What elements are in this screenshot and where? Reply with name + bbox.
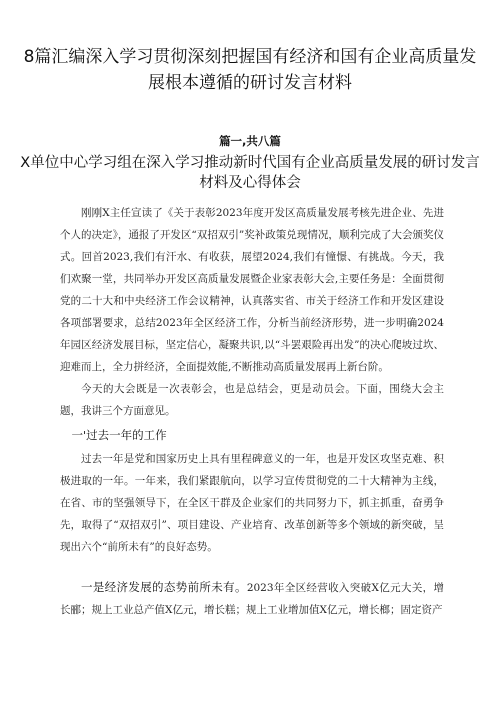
paragraph-4 (60, 576, 444, 621)
spacer (60, 558, 444, 576)
paragraph-1: 刚刚X主任宣读了《关于表彰2023年度开发区高质量发展考核先进企业、先进个人的决定》，通报了开发区“双招双引”奖补政策兑现情况，顺利完成了大会颁奖仪式。回首2023,我们有汗水、有收获，展望2024,我们有憧憬、有挑战。今天，我们欢聚一堂，共同举办开发区高质量发展暨企业家表彰大会,主要任务是：全面贯彻党的二十大和中央经济工作会议精神，认真落实省、市关于经济工作和开发区建设各项部署要求，总结2023年全区经济工作，分析当前经济形势，进一步明确2024年园区经济发展目标，坚定信心，凝聚共识,以“斗罢艰险再出发”的决心爬坡过坎、迎难而上，全力拼经济，全面提效能,不断推动高质量发展再上新台阶。 (60, 207, 444, 373)
document-subtitle: X单位中心学习组在深入学习推动新时代国有企业高质量发展的研讨发言材料及心得体会 (20, 155, 480, 191)
paragraph-4-text: 2023年全区经营收入突破X亿元大关，增长郦；规上工业总产值X亿元，增长糕；规上工业增加值X亿元，增长榔；固定资产 (60, 582, 445, 616)
section-heading-1: 一'过去一年的工作 (71, 428, 167, 442)
paragraph-2: 今天的大会既是一次表彰会，也是总结会，更是动员会。下面，围绕大会主题，我讲三个方面意见。 (60, 383, 444, 417)
document-body (60, 202, 444, 621)
document-title: 8篇汇编深入学习贯彻深刻把握国有经济和国有企业高质量发展根本遵循的研讨发言材料 (23, 47, 477, 93)
section-label: 篇一,共八篇 (219, 134, 281, 148)
paragraph-3: 过去一年是党和国家历史上具有里程碑意义的一年，也是开发区攻坚克难、积极进取的一年。一年来，我们紧跟航向，以学习宣传贯彻党的二十大精神为主线，在省、市的坚强领导下，在全区干群及企业家们的共同努力下，抓主抓重，奋勇争先，取得了“双招双引”、项目建设、产业培育、改革创新等多个领域的新突破，呈现出六个“前所未有”的良好态势。 (60, 453, 444, 553)
lead-heading: 一是经济发展的态势前所未有。 (81, 580, 247, 594)
